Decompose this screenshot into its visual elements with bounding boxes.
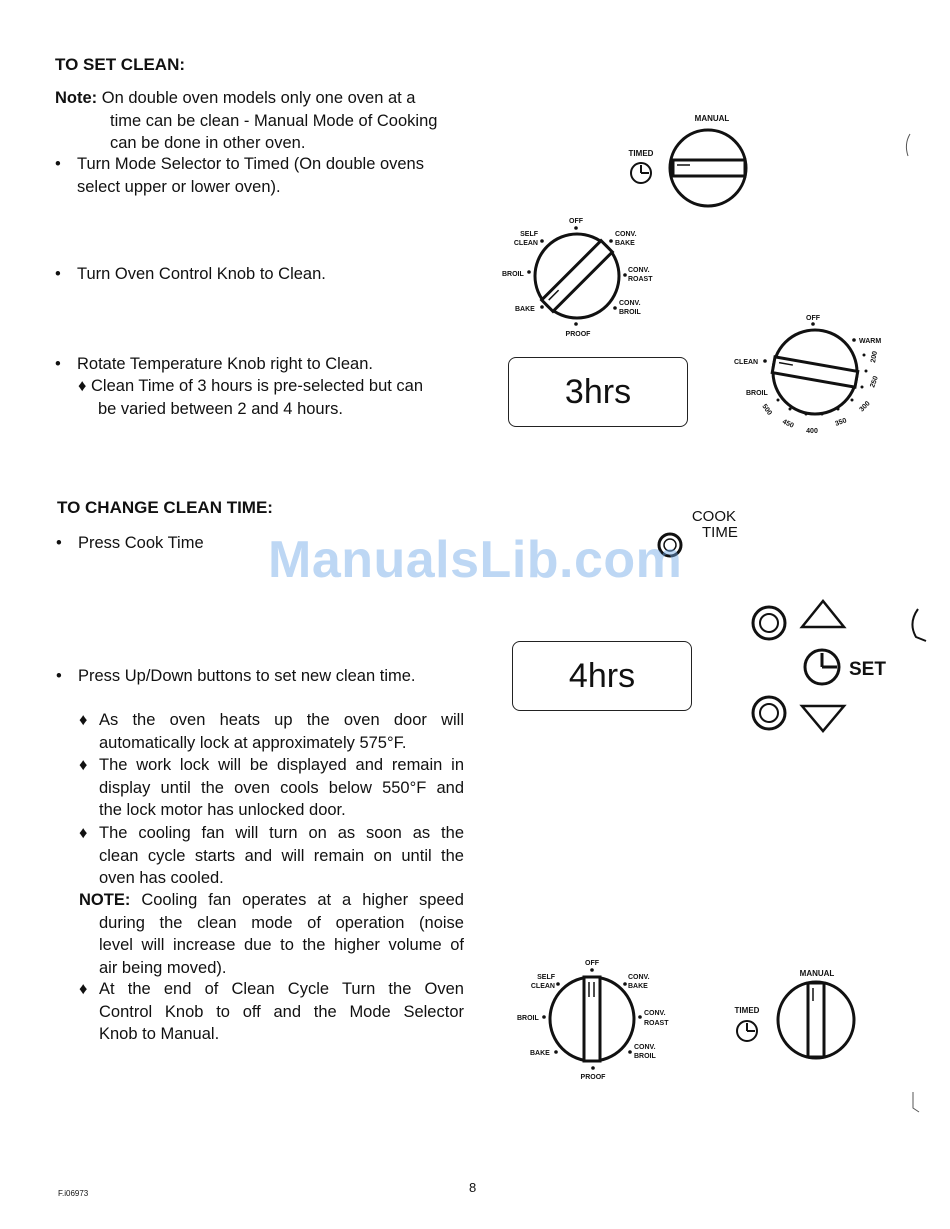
detail-line: At the end of Clean Cycle Turn the Oven <box>99 980 464 998</box>
clean-time-display: 4hrs <box>512 641 692 711</box>
knob-label-roast: ROAST <box>628 276 653 283</box>
time-control-panel <box>745 595 895 740</box>
knob-label-conv: CONV. <box>644 1010 666 1017</box>
page-number: 8 <box>469 1180 477 1195</box>
timed-label: TIMED <box>628 149 654 158</box>
oven-control-knob-off-diagram <box>510 955 690 1085</box>
scan-mark <box>905 1088 925 1118</box>
list-item <box>55 263 326 286</box>
bullet: • <box>55 355 61 373</box>
diamond: ♦ <box>79 756 88 774</box>
clean-time-display: 3hrs <box>508 357 688 427</box>
knob-label-self: SELF <box>520 231 538 238</box>
knob-label-clean: CLEAN <box>530 983 555 990</box>
note-label: NOTE: <box>79 891 131 909</box>
detail-item <box>79 709 464 754</box>
set-clean-heading: TO SET CLEAN: <box>55 55 186 74</box>
list-item-text: Rotate Temperature Knob right to Clean. <box>77 355 373 373</box>
detail-item <box>79 978 464 1046</box>
note-label: Note: <box>55 89 98 107</box>
temp-label-200: 200 <box>870 350 879 364</box>
temp-label-350: 350 <box>834 417 848 428</box>
knob-label-bake: BAKE <box>628 983 648 990</box>
diamond: ♦ <box>79 711 88 729</box>
set-button[interactable] <box>805 650 839 684</box>
mode-selector-manual-diagram <box>725 965 865 1065</box>
footer-code: F.i06973 <box>58 1189 89 1198</box>
knob-label-conv: CONV. <box>634 1044 656 1051</box>
detail-item <box>79 822 464 890</box>
bullet: • <box>56 667 62 685</box>
set-label: SET <box>849 659 886 680</box>
down-arrow-icon <box>802 706 844 731</box>
clock-icon <box>631 163 651 183</box>
cook-time-label-line: COOK <box>691 508 737 525</box>
knob-label-clean: CLEAN <box>513 240 538 247</box>
detail-line: the lock motor has unlocked door. <box>99 801 346 819</box>
detail-line: Knob to Manual. <box>99 1025 220 1043</box>
up-button[interactable] <box>753 607 785 639</box>
oven-control-knob-diagram <box>498 210 668 345</box>
note-line: level will increase due to the higher volume of <box>99 936 464 954</box>
temperature-knob <box>772 330 858 414</box>
knob-label-off: OFF <box>569 218 583 225</box>
cooling-note <box>79 889 464 979</box>
note-line: time can be clean - Manual Mode of Cooking <box>110 111 438 130</box>
bullet: • <box>56 534 62 552</box>
temperature-knob-diagram <box>728 308 893 443</box>
list-item-text: select upper or lower oven). <box>77 177 281 196</box>
scan-mark <box>902 605 932 645</box>
list-item-text: Turn Oven Control Knob to Clean. <box>77 265 326 283</box>
detail-line: As the oven heats up the oven door will <box>99 711 464 729</box>
down-button[interactable] <box>753 697 785 729</box>
watermark: ManualsLib.com <box>268 531 683 589</box>
set-clean-note <box>55 87 465 155</box>
manual-label: MANUAL <box>799 969 835 978</box>
list-item-text: Turn Mode Selector to Timed (On double ovens <box>77 155 424 173</box>
detail-line: The cooling fan will turn on as soon as the <box>99 824 464 842</box>
oven-knob <box>535 234 619 318</box>
list-item <box>55 153 424 196</box>
list-item-text: Press Cook Time <box>78 534 204 552</box>
temp-label-250: 250 <box>869 375 880 389</box>
knob-label-bake: BAKE <box>615 240 635 247</box>
bullet: • <box>55 155 61 173</box>
knob-label-off: OFF <box>585 960 599 967</box>
temp-label-400: 400 <box>806 428 818 435</box>
cook-time-label-line: TIME <box>702 524 738 541</box>
list-item <box>56 665 416 688</box>
diamond: ♦ <box>79 824 88 842</box>
detail-line: The work lock will be displayed and remain in <box>99 756 464 774</box>
note-line: during the clean mode of operation (noise <box>99 913 464 932</box>
detail-line: display until the oven cools below 550°F and <box>99 778 464 797</box>
sub-item-text: be varied between 2 and 4 hours. <box>98 399 343 418</box>
bullet: • <box>55 265 61 283</box>
temp-label-clean: CLEAN <box>734 359 759 366</box>
detail-line: oven has cooled. <box>99 869 224 887</box>
knob-label-roast: ROAST <box>644 1020 669 1027</box>
diamond: ♦ <box>78 377 87 395</box>
knob-label-conv: CONV. <box>619 300 641 307</box>
sub-item <box>78 375 423 420</box>
timed-label: TIMED <box>734 1006 760 1015</box>
note-line: can be done in other oven. <box>110 134 306 152</box>
oven-knob <box>550 977 634 1061</box>
cook-time-label <box>690 509 738 541</box>
temp-label-warm: WARM <box>859 338 882 345</box>
knob-label-broil: BROIL <box>634 1053 656 1060</box>
knob-label-conv: CONV. <box>628 267 650 274</box>
knob-label-conv: CONV. <box>628 974 650 981</box>
list-item <box>56 532 204 555</box>
detail-line: automatically lock at approximately 575°F. <box>99 733 407 752</box>
knob-label-broil: BROIL <box>502 271 524 278</box>
knob-label-bake: BAKE <box>530 1050 550 1057</box>
detail-line: Control Knob to off and the Mode Selector <box>99 1002 464 1021</box>
up-arrow-icon <box>802 601 844 627</box>
manual-label: MANUAL <box>694 114 730 123</box>
list-item <box>55 353 373 376</box>
scan-mark <box>898 130 918 160</box>
mode-selector-knob <box>670 130 746 206</box>
temp-label-450: 450 <box>781 418 795 430</box>
knob-label-proof: PROOF <box>565 331 591 338</box>
note-line: Cooling fan operates at a higher speed <box>141 891 464 909</box>
knob-label-bake: BAKE <box>515 306 535 313</box>
note-line: air being moved). <box>99 958 227 977</box>
list-item-text: Press Up/Down buttons to set new clean time. <box>78 667 416 685</box>
temp-label-off: OFF <box>806 315 820 322</box>
knob-label-proof: PROOF <box>580 1074 606 1081</box>
detail-item <box>79 754 464 822</box>
knob-label-broil: BROIL <box>619 309 641 316</box>
clock-icon <box>737 1021 757 1041</box>
mode-selector-knob <box>778 982 854 1058</box>
temp-label-500: 500 <box>760 403 773 417</box>
knob-label-conv: CONV. <box>615 231 637 238</box>
temp-label-broil: BROIL <box>746 390 768 397</box>
change-clean-heading: TO CHANGE CLEAN TIME: <box>57 498 273 517</box>
diamond: ♦ <box>79 980 88 998</box>
note-line: On double oven models only one oven at a <box>101 89 416 107</box>
mode-selector-timed-diagram <box>620 110 760 210</box>
knob-label-self: SELF <box>537 974 555 981</box>
knob-label-broil: BROIL <box>517 1015 539 1022</box>
detail-line: clean cycle starts and will remain on until the <box>99 846 464 865</box>
temp-label-300: 300 <box>858 400 872 414</box>
sub-item-text: Clean Time of 3 hours is pre-selected but can <box>91 377 424 395</box>
